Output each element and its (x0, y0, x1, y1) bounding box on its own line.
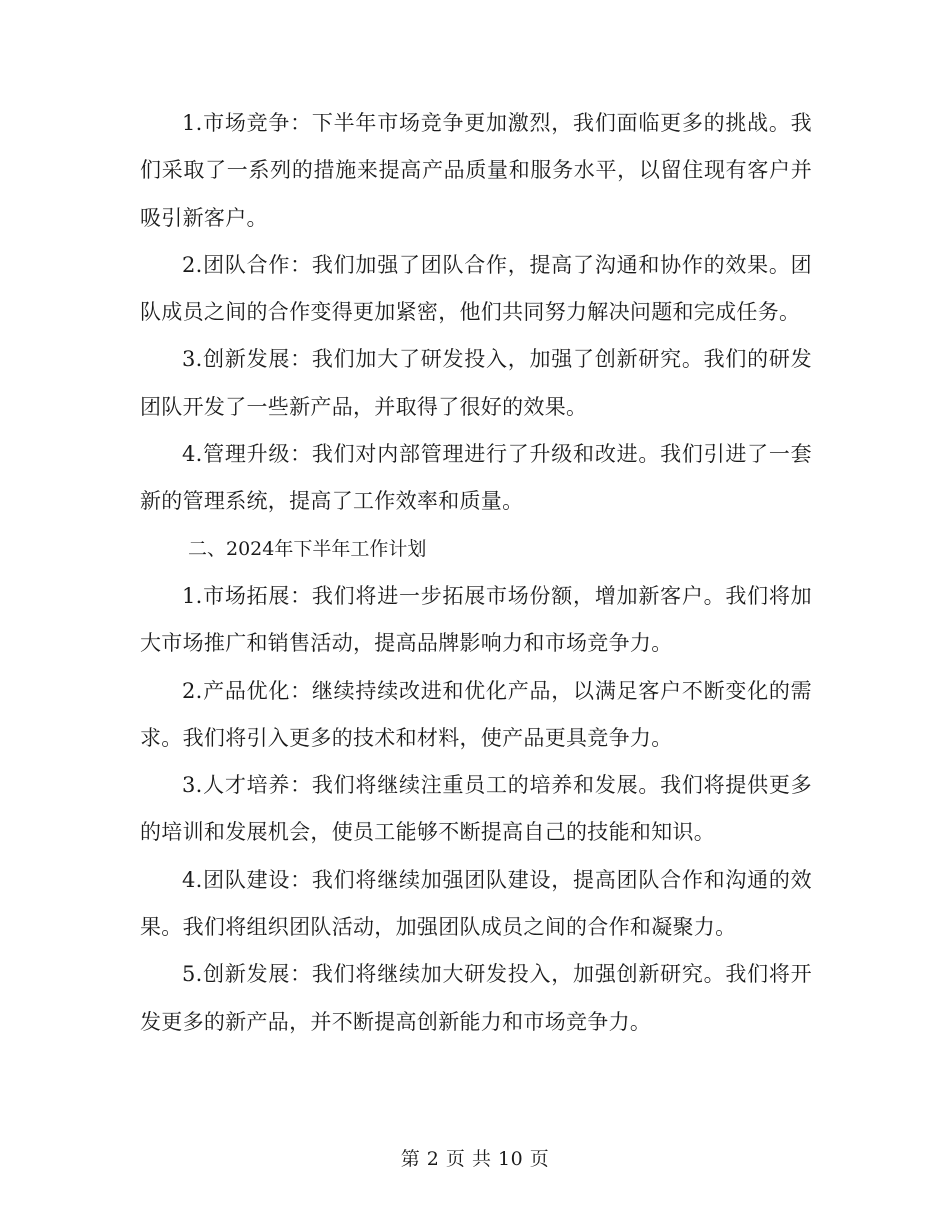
plan-paragraph-talent-training: 3.人才培养：我们将继续注重员工的培养和发展。我们将提供更多的培训和发展机会，使员工能够不断提高自己的技能和知识。 (140, 773, 812, 845)
section-heading: 二、2024年下半年工作计划 (188, 537, 427, 560)
plan-paragraph-product-optimization: 2.产品优化：继续持续改进和优化产品，以满足客户不断变化的需求。我们将引入更多的技术和材料，使产品更具竞争力。 (140, 678, 812, 750)
page-number-footer: 第 2 页 共 10 页 (400, 1148, 550, 1170)
document-body (140, 100, 812, 1046)
plan-paragraph-innovation: 5.创新发展：我们将继续加大研发投入，加强创新研究。我们将开发更多的新产品，并不断提高创新能力和市场竞争力。 (140, 962, 812, 1034)
paragraph-management-upgrade: 4.管理升级：我们对内部管理进行了升级和改进。我们引进了一套新的管理系统，提高了工作效率和质量。 (140, 442, 812, 514)
paragraph-innovation: 3.创新发展：我们加大了研发投入，加强了创新研究。我们的研发团队开发了一些新产品，并取得了很好的效果。 (140, 347, 812, 419)
paragraph-market-competition: 1.市场竞争：下半年市场竞争更加激烈，我们面临更多的挑战。我们采取了一系列的措施来提高产品质量和服务水平，以留住现有客户并吸引新客户。 (140, 111, 812, 230)
plan-paragraph-team-building: 4.团队建设：我们将继续加强团队建设，提高团队合作和沟通的效果。我们将组织团队活动，加强团队成员之间的合作和凝聚力。 (140, 867, 812, 940)
plan-paragraph-market-expansion: 1.市场拓展：我们将进一步拓展市场份额，增加新客户。我们将加大市场推广和销售活动，提高品牌影响力和市场竞争力。 (140, 583, 812, 656)
paragraph-team-cooperation: 2.团队合作：我们加强了团队合作，提高了沟通和协作的效果。团队成员之间的合作变得更加紧密，他们共同努力解决问题和完成任务。 (140, 252, 812, 325)
